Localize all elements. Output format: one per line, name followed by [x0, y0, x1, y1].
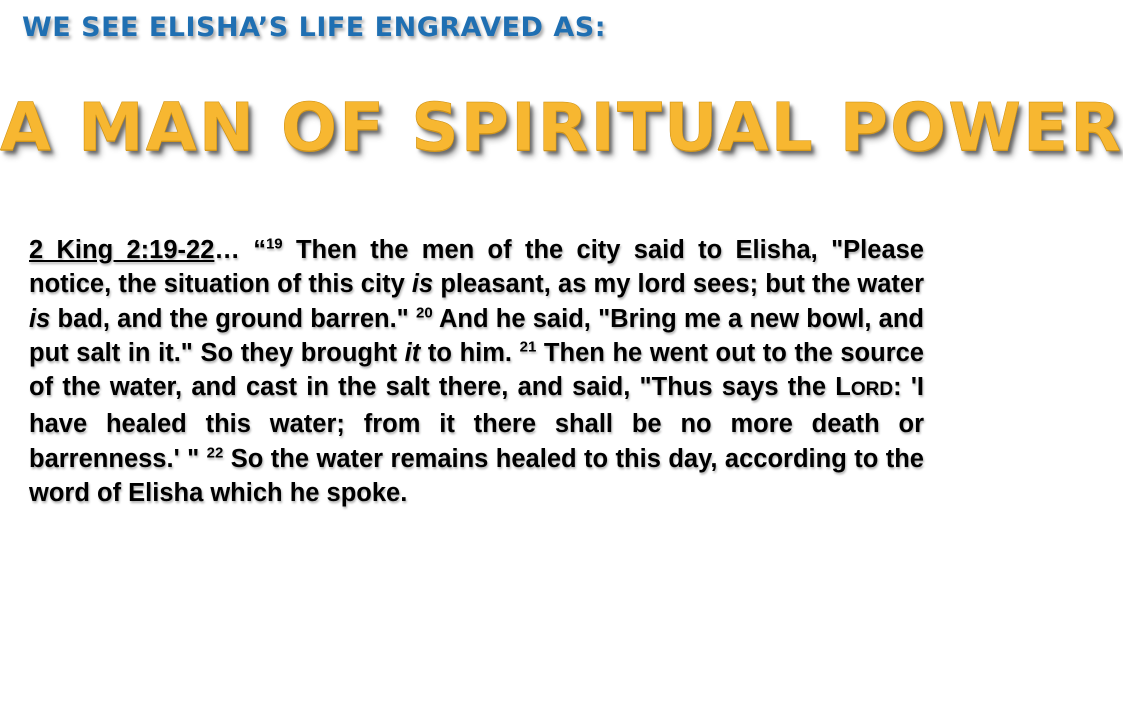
verse-number-22: 22 — [206, 444, 224, 462]
verse-number-19: 19 — [265, 235, 283, 253]
verse-21-text: Then he went out to the source of the water, and cast in the salt there, and said, "Thus says the — [29, 338, 924, 402]
verse-22-text: So the water remains healed to this day, according to the word of Elisha which he spoke. — [29, 444, 924, 508]
lord-smallcaps-initial: L — [835, 373, 851, 402]
lord-smallcaps-rest: ORD — [850, 379, 894, 401]
scripture-reference: 2 King 2:19-22 — [29, 236, 215, 264]
subtitle: WE SEE ELISHA’S LIFE ENGRAVED AS: — [22, 12, 607, 43]
verse-19-text-3: bad, and the ground barren." — [50, 304, 416, 333]
verse-number-20: 20 — [416, 304, 433, 322]
verse-20-text-2: to him. — [420, 338, 520, 367]
verse-20-text: And he said, "Bring me a new bowl, and put salt in it." So they brought — [29, 304, 925, 367]
verse-number-21: 21 — [519, 338, 537, 356]
verse-19-italic-is-2: is — [29, 304, 51, 333]
verse-19-text: Then the men of the city said to Elisha, "Please notice, the situation of this city — [29, 236, 924, 299]
verse-21-text-2: : 'I have healed this water; from it there shall be no more death or barrenness.' " — [29, 373, 924, 473]
ellipsis: … “ — [214, 236, 266, 264]
slide-title: A MAN OF SPIRITUAL POWER — [0, 89, 1123, 166]
verse-19-italic-is: is — [411, 270, 434, 299]
verse-20-italic-it: it — [404, 338, 421, 367]
verse-19-text-2: pleasant, as my lord sees; but the water — [433, 270, 925, 299]
scripture-passage — [29, 233, 924, 510]
